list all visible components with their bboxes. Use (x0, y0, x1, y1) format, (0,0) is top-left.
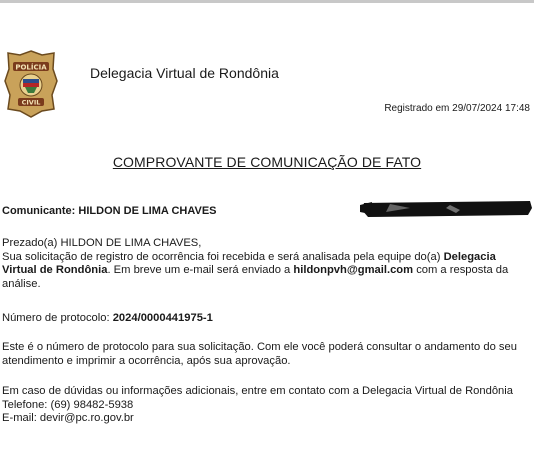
message-organization: Delegacia Virtual de Rondônia (2, 250, 496, 276)
greeting: Prezado(a) HILDON DE LIMA CHAVES, (2, 237, 202, 249)
message-text-1: Sua solicitação de registro de ocorrência foi recebida e será analisada pela equipe do(a) (2, 250, 441, 263)
contact-email: E-mail: devir@pc.ro.gov.br (2, 412, 134, 424)
message-paragraph (2, 237, 532, 291)
protocol-label: Número de protocolo: (2, 312, 110, 324)
svg-text:POLÍCIA: POLÍCIA (15, 63, 47, 72)
message-email: hildonpvh@gmail.com (293, 264, 414, 276)
message-text-3: com a resposta da análise. (2, 264, 509, 290)
protocol-line (2, 312, 532, 326)
protocol-number: 2024/0000441975-1 (112, 312, 213, 324)
contact-intro: Em caso de dúvidas ou informações adicionais, entre em contato com a Delegacia Virtual de Rondônia (2, 385, 513, 397)
svg-text:CIVIL: CIVIL (21, 98, 41, 107)
communicant-label: Comunicante: (2, 205, 76, 217)
message-text-2: . Em breve um e-mail será enviado a (107, 264, 291, 276)
organization-name: Delegacia Virtual de Rondônia (90, 65, 279, 81)
redaction-mark (360, 196, 534, 220)
contact-phone: Telefone: (69) 98482-5938 (2, 398, 134, 411)
document-title: COMPROVANTE DE COMUNICAÇÃO DE FATO (112, 154, 422, 170)
contact-info (2, 385, 532, 426)
police-badge-logo (4, 49, 58, 119)
communicant-line (2, 205, 217, 217)
top-border (0, 0, 534, 3)
protocol-info: Este é o número de protocolo para sua solicitação. Com ele você poderá consultar o andamento do seu atendimento e imprimir a ocorrência, após sua aprovação. (2, 341, 517, 367)
communicant-name: HILDON DE LIMA CHAVES (78, 205, 217, 217)
registration-timestamp: Registrado em 29/07/2024 17:48 (384, 103, 530, 114)
